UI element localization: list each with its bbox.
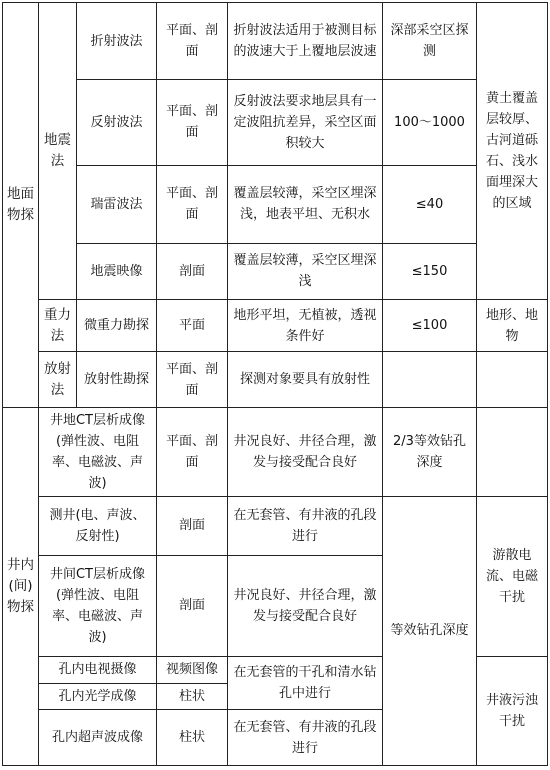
table-row — [3, 243, 548, 299]
depth-cell: 100～1000 — [383, 80, 477, 165]
condition-cell: 在无套管、有井液的孔段进行 — [228, 496, 383, 555]
condition-cell: 反射波法要求地层具有一定波阻抗差异，采空区面积较大 — [228, 80, 383, 165]
table-row — [3, 496, 548, 555]
layout-cell: 平面、剖面 — [157, 352, 228, 408]
condition-cell: 在无套管、有井液的孔段进行 — [228, 710, 383, 766]
method-cell: 孔内超声波成像 — [39, 710, 157, 766]
layout-cell: 柱状 — [157, 683, 228, 709]
interference-cell: 地形、地物 — [477, 299, 548, 352]
interference-cell: 黄土覆盖层较厚、古河道砾石、浅水面埋深大的区域 — [477, 3, 548, 300]
layout-cell: 剖面 — [157, 555, 228, 657]
depth-cell: 深部采空区探测 — [383, 3, 477, 80]
condition-cell: 地形平坦，无植被，透视条件好 — [228, 299, 383, 352]
method-cell: 反射波法 — [77, 80, 157, 165]
layout-cell: 剖面 — [157, 243, 228, 299]
method-cell: 瑞雷波法 — [77, 165, 157, 243]
method-cell: 孔内电视摄像 — [39, 657, 157, 683]
table-row — [3, 299, 548, 352]
method-cell: 折射波法 — [77, 3, 157, 80]
interference-cell-empty — [477, 408, 548, 496]
method-cell: 井地CT层析成像(弹性波、电阻率、电磁波、声波) — [39, 408, 157, 496]
table-row — [3, 165, 548, 243]
condition-cell: 井况良好、井径合理，激发与接受配合良好 — [228, 555, 383, 657]
condition-cell: 覆盖层较薄，采空区埋深浅，地表平坦、无积水 — [228, 165, 383, 243]
layout-cell: 平面 — [157, 299, 228, 352]
method-cell: 井间CT层析成像(弹性波、电阻率、电磁波、声波) — [39, 555, 157, 657]
layout-cell: 视频图像 — [157, 657, 228, 683]
condition-cell: 在无套管的干孔和清水钻孔中进行 — [228, 657, 383, 710]
interference-cell: 游散电流、电磁干扰 — [477, 496, 548, 657]
condition-cell: 折射波法适用于被测目标的波速大于上覆地层波速 — [228, 3, 383, 80]
depth-cell: ≤40 — [383, 165, 477, 243]
layout-cell: 平面、剖面 — [157, 80, 228, 165]
depth-cell: 2/3等效钻孔深度 — [383, 408, 477, 496]
subcategory-radioactive: 放射法 — [39, 352, 77, 408]
method-cell: 放射性勘探 — [77, 352, 157, 408]
layout-cell: 平面、剖面 — [157, 408, 228, 496]
layout-cell: 剖面 — [157, 496, 228, 555]
interference-cell-empty — [477, 352, 548, 408]
interference-cell: 井液污浊干扰 — [477, 657, 548, 766]
method-cell: 地震映像 — [77, 243, 157, 299]
depth-cell: 等效钻孔深度 — [383, 496, 477, 765]
condition-cell: 探测对象要具有放射性 — [228, 352, 383, 408]
method-cell: 孔内光学成像 — [39, 683, 157, 709]
depth-cell: ≤150 — [383, 243, 477, 299]
subcategory-seismic: 地震法 — [39, 3, 77, 300]
layout-cell: 柱状 — [157, 710, 228, 766]
table-row — [3, 408, 548, 496]
table-row — [3, 80, 548, 165]
layout-cell: 平面、剖面 — [157, 165, 228, 243]
subcategory-gravity: 重力法 — [39, 299, 77, 352]
geophysics-method-table — [2, 2, 548, 766]
category-surface: 地面物探 — [3, 3, 39, 408]
category-borehole: 井内(间)物探 — [3, 408, 39, 766]
method-cell: 测井(电、声波、反射性) — [39, 496, 157, 555]
table-row — [3, 352, 548, 408]
layout-cell: 平面、剖面 — [157, 3, 228, 80]
condition-cell: 井况良好、井径合理，激发与接受配合良好 — [228, 408, 383, 496]
condition-cell: 覆盖层较薄，采空区埋深浅 — [228, 243, 383, 299]
depth-cell — [383, 352, 477, 408]
depth-cell: ≤100 — [383, 299, 477, 352]
method-cell: 微重力勘探 — [77, 299, 157, 352]
table-row — [3, 3, 548, 80]
